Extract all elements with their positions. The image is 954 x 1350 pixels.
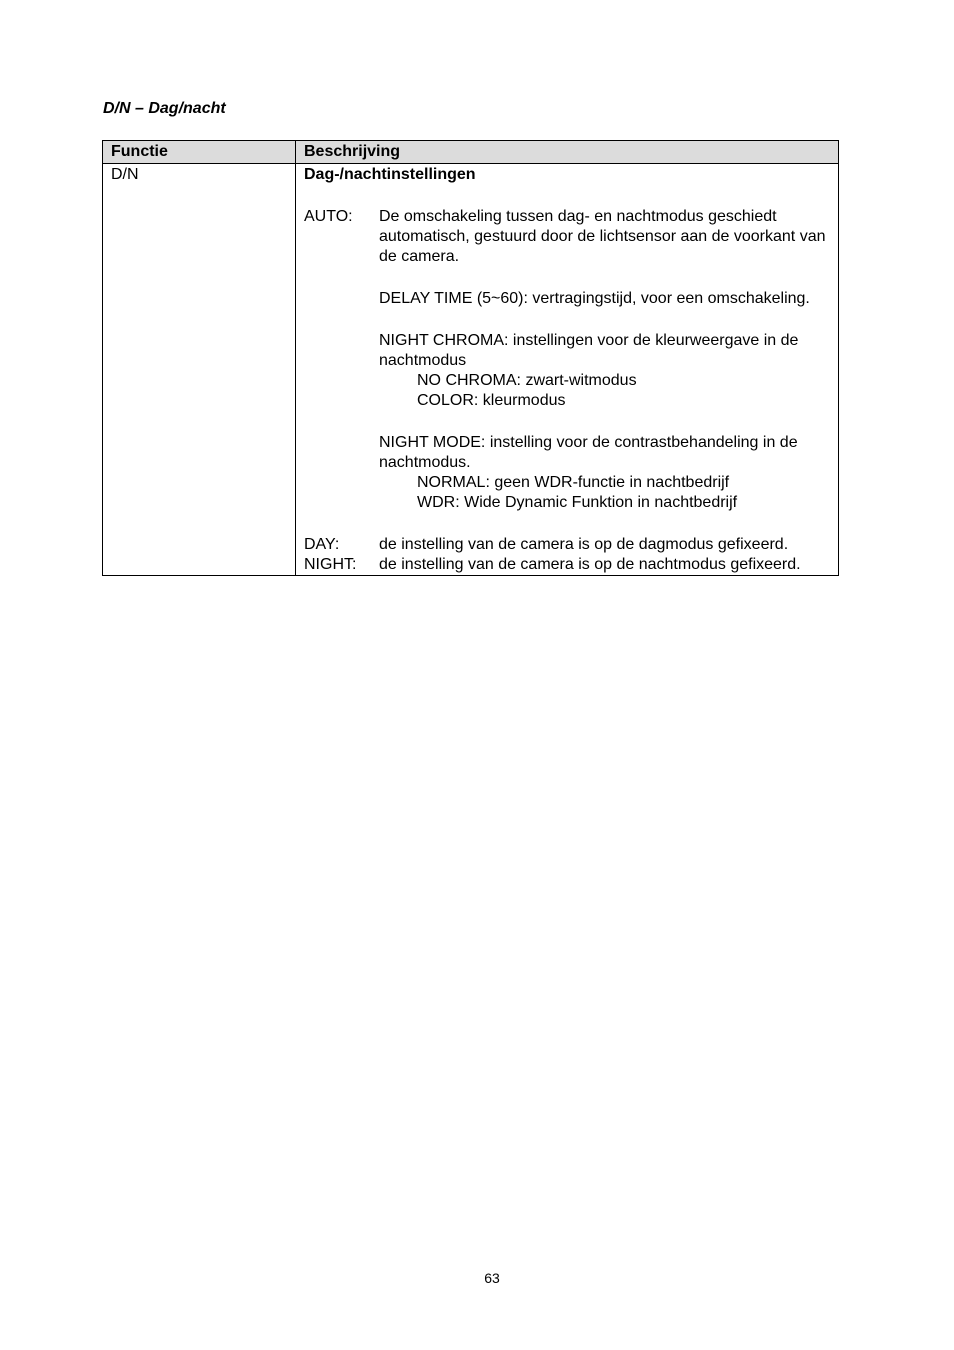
table-header-row xyxy=(103,141,839,164)
description-cell xyxy=(296,164,839,576)
auto-key: AUTO: xyxy=(304,208,353,225)
day-key: DAY: xyxy=(304,536,340,553)
night-chroma-text: NIGHT CHROMA: instellingen voor de kleurweergave in de nachtmodus xyxy=(379,332,799,369)
header-function: Functie xyxy=(103,141,296,164)
day-text: de instelling van de camera is op de dagmodus gefixeerd. xyxy=(379,536,789,553)
header-description: Beschrijving xyxy=(296,141,839,164)
night-text: de instelling van de camera is op de nachtmodus gefixeerd. xyxy=(379,556,801,573)
page-number: 63 xyxy=(484,1270,500,1286)
auto-option xyxy=(304,207,830,513)
night-option xyxy=(304,555,830,575)
section-title: D/N – Dag/nacht xyxy=(103,100,226,117)
table-row xyxy=(103,164,839,576)
night-mode-text: NIGHT MODE: instelling voor de contrastbehandeling in de nachtmodus. xyxy=(379,434,798,471)
delay-text: DELAY TIME (5~60): vertragingstijd, voor een omschakeling. xyxy=(379,290,810,307)
chroma-option-no-chroma: NO CHROMA: zwart-witmodus xyxy=(417,372,637,389)
mode-option-wdr: WDR: Wide Dynamic Funktion in nachtbedrijf xyxy=(417,494,738,511)
auto-body xyxy=(379,207,830,513)
night-key: NIGHT: xyxy=(304,556,357,573)
mode-option-normal: NORMAL: geen WDR-functie in nachtbedrijf xyxy=(417,474,730,491)
settings-table xyxy=(102,140,839,576)
auto-text: De omschakeling tussen dag- en nachtmodus geschiedt automatisch, gestuurd door de lichtsensor aan de voorkant van de camera. xyxy=(379,208,826,265)
function-cell: D/N xyxy=(103,164,296,576)
chroma-option-color: COLOR: kleurmodus xyxy=(417,392,566,409)
day-option xyxy=(304,535,830,555)
description-title: Dag-/nachtinstellingen xyxy=(304,166,476,183)
